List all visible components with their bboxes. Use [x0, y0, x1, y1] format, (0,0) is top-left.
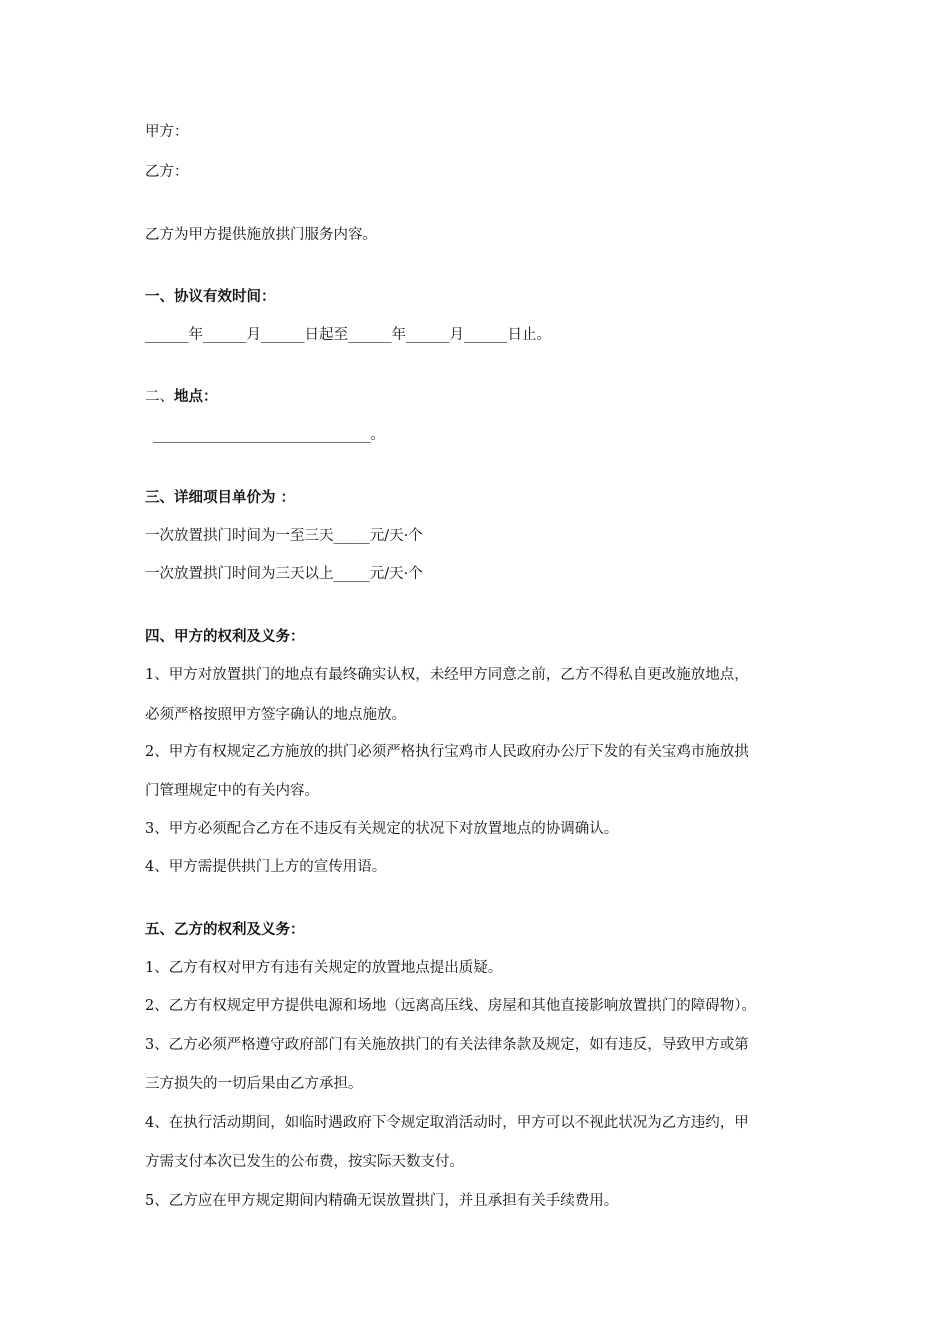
section-4-heading: 四、甲方的权利及义务： — [145, 628, 305, 645]
section-5-heading: 五、乙方的权利及义务： — [145, 921, 305, 938]
section-3-line: 一次放置拱门时间为三天以上_____元/天·个 — [145, 566, 423, 582]
section-4-line: 1、甲方对放置拱门的地点有最终确实认权，未经甲方同意之前，乙方不得私自更改施放地点， — [145, 667, 749, 683]
section-5-line: 三方损失的一切后果由乙方承担。 — [145, 1076, 363, 1092]
section-1-heading: 一、协议有效时间： — [145, 288, 276, 305]
section-2-heading-prefix: 二、 — [145, 389, 174, 405]
section-5-line: 3、乙方必须严格遵守政府部门有关施放拱门的有关法律条款及规定，如有违反，导致甲方或第 — [145, 1037, 749, 1053]
party-b-label: 乙方： — [145, 164, 189, 180]
section-2-body: ______________________________。 — [153, 427, 385, 443]
section-4-line: 3、甲方必须配合乙方在不违反有关规定的状况下对放置地点的协调确认。 — [145, 821, 619, 837]
section-2-heading-bold: 地点： — [174, 388, 218, 405]
section-5-line: 2、乙方有权规定甲方提供电源和场地（远离高压线、房屋和其他直接影响放置拱门的障碍物）。 — [145, 998, 756, 1014]
section-5-line: 5、乙方应在甲方规定期间内精确无误放置拱门，并且承担有关手续费用。 — [145, 1193, 619, 1209]
intro-text: 乙方为甲方提供施放拱门服务内容。 — [145, 227, 377, 243]
section-5-line: 4、在执行活动期间，如临时遇政府下令规定取消活动时，甲方可以不视此状况为乙方违约，甲 — [145, 1115, 749, 1131]
section-4-line: 4、甲方需提供拱门上方的宣传用语。 — [145, 859, 387, 875]
section-5-line: 1、乙方有权对甲方有违有关规定的放置地点提出质疑。 — [145, 960, 503, 976]
section-3-line: 一次放置拱门时间为一至三天_____元/天·个 — [145, 528, 423, 544]
section-1-body: ______年______月______日起至______年______月______日止。 — [145, 327, 551, 343]
section-4-line: 必须严格按照甲方签字确认的地点施放。 — [145, 707, 406, 723]
section-5-line: 方需支付本次已发生的公布费，按实际天数支付。 — [145, 1154, 464, 1170]
section-4-line: 门管理规定中的有关内容。 — [145, 783, 319, 799]
section-2-heading — [145, 387, 218, 407]
party-a-label: 甲方： — [145, 124, 189, 140]
section-3-heading: 三、详细项目单价为 ： — [145, 489, 296, 506]
section-4-line: 2、甲方有权规定乙方施放的拱门必须严格执行宝鸡市人民政府办公厅下发的有关宝鸡市施放拱 — [145, 744, 749, 760]
